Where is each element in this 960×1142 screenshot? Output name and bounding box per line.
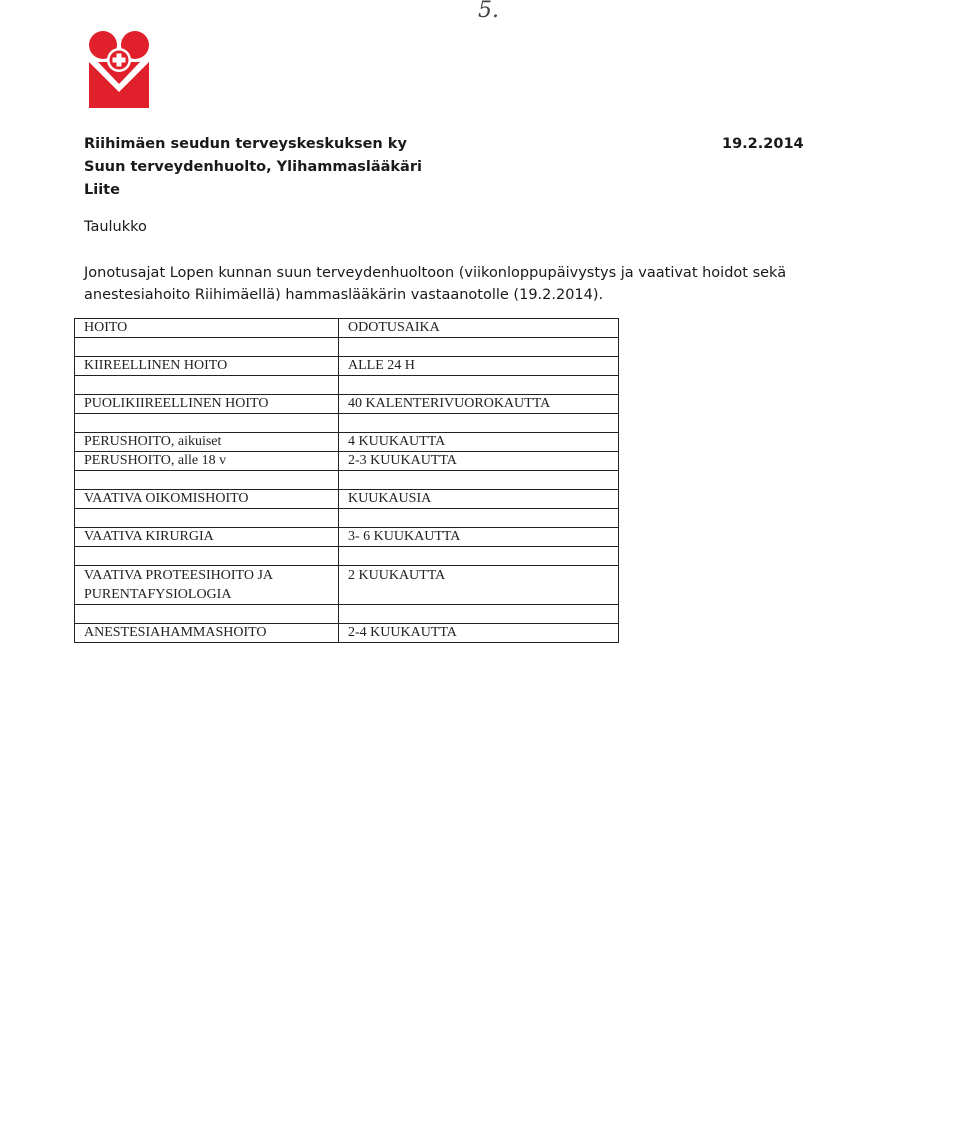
header-wait-time: ODOTUSAIKA — [339, 319, 619, 338]
treatment-cell: VAATIVA OIKOMISHOITO — [75, 490, 339, 509]
waiting-times-table — [74, 318, 619, 643]
wait-time-cell: 2-4 KUUKAUTTA — [339, 624, 619, 643]
attachment-label: Liite — [84, 182, 120, 198]
spacer-row — [75, 414, 619, 433]
spacer-row — [75, 376, 619, 395]
spacer-row — [75, 471, 619, 490]
table-row — [75, 452, 619, 471]
treatment-cell: KIIREELLINEN HOITO — [75, 357, 339, 376]
treatment-cell: PUOLIKIIREELLINEN HOITO — [75, 395, 339, 414]
treatment-cell: ANESTESIAHAMMASHOITO — [75, 624, 339, 643]
department-name: Suun terveydenhuolto, Ylihammaslääkäri — [84, 159, 422, 175]
treatment-cell: PERUSHOITO, alle 18 v — [75, 452, 339, 471]
table-row — [75, 624, 619, 643]
table-caption: Taulukko — [84, 219, 147, 235]
table-description: Jonotusajat Lopen kunnan suun terveydenhuoltoon (viikonloppupäivystys ja vaativat hoidot sekä anestesiahoito Riihimäellä) hammaslääkärin vastaanotolle (19.2.2014). — [84, 265, 787, 303]
header-treatment: HOITO — [75, 319, 339, 338]
table-row — [75, 357, 619, 376]
table-row — [75, 566, 619, 605]
spacer-row — [75, 547, 619, 566]
wait-time-cell: 4 KUUKAUTTA — [339, 433, 619, 452]
wait-time-cell: KUUKAUSIA — [339, 490, 619, 509]
heart-family-cross-logo — [86, 30, 152, 108]
spacer-row — [75, 605, 619, 624]
treatment-line: PURENTAFYSIOLOGIA — [84, 587, 232, 602]
treatment-cell: VAATIVA KIRURGIA — [75, 528, 339, 547]
treatment-line: VAATIVA PROTEESIHOITO JA — [84, 568, 274, 583]
organization-name: Riihimäen seudun terveyskeskuksen ky — [84, 136, 407, 152]
organization-header — [84, 133, 422, 202]
table-row — [75, 490, 619, 509]
wait-time-cell: 2-3 KUUKAUTTA — [339, 452, 619, 471]
treatment-cell — [75, 566, 339, 605]
document-date: 19.2.2014 — [722, 136, 804, 152]
spacer-row — [75, 509, 619, 528]
table-row — [75, 528, 619, 547]
table-row — [75, 395, 619, 414]
wait-time-cell: 40 KALENTERIVUOROKAUTTA — [339, 395, 619, 414]
table-header-row — [75, 319, 619, 338]
table-row — [75, 433, 619, 452]
wait-time-cell: 3- 6 KUUKAUTTA — [339, 528, 619, 547]
wait-time-cell: 2 KUUKAUTTA — [339, 566, 619, 605]
wait-time-cell: ALLE 24 H — [339, 357, 619, 376]
page-number-mark: 5. — [478, 0, 499, 23]
treatment-cell: PERUSHOITO, aikuiset — [75, 433, 339, 452]
spacer-row — [75, 338, 619, 357]
